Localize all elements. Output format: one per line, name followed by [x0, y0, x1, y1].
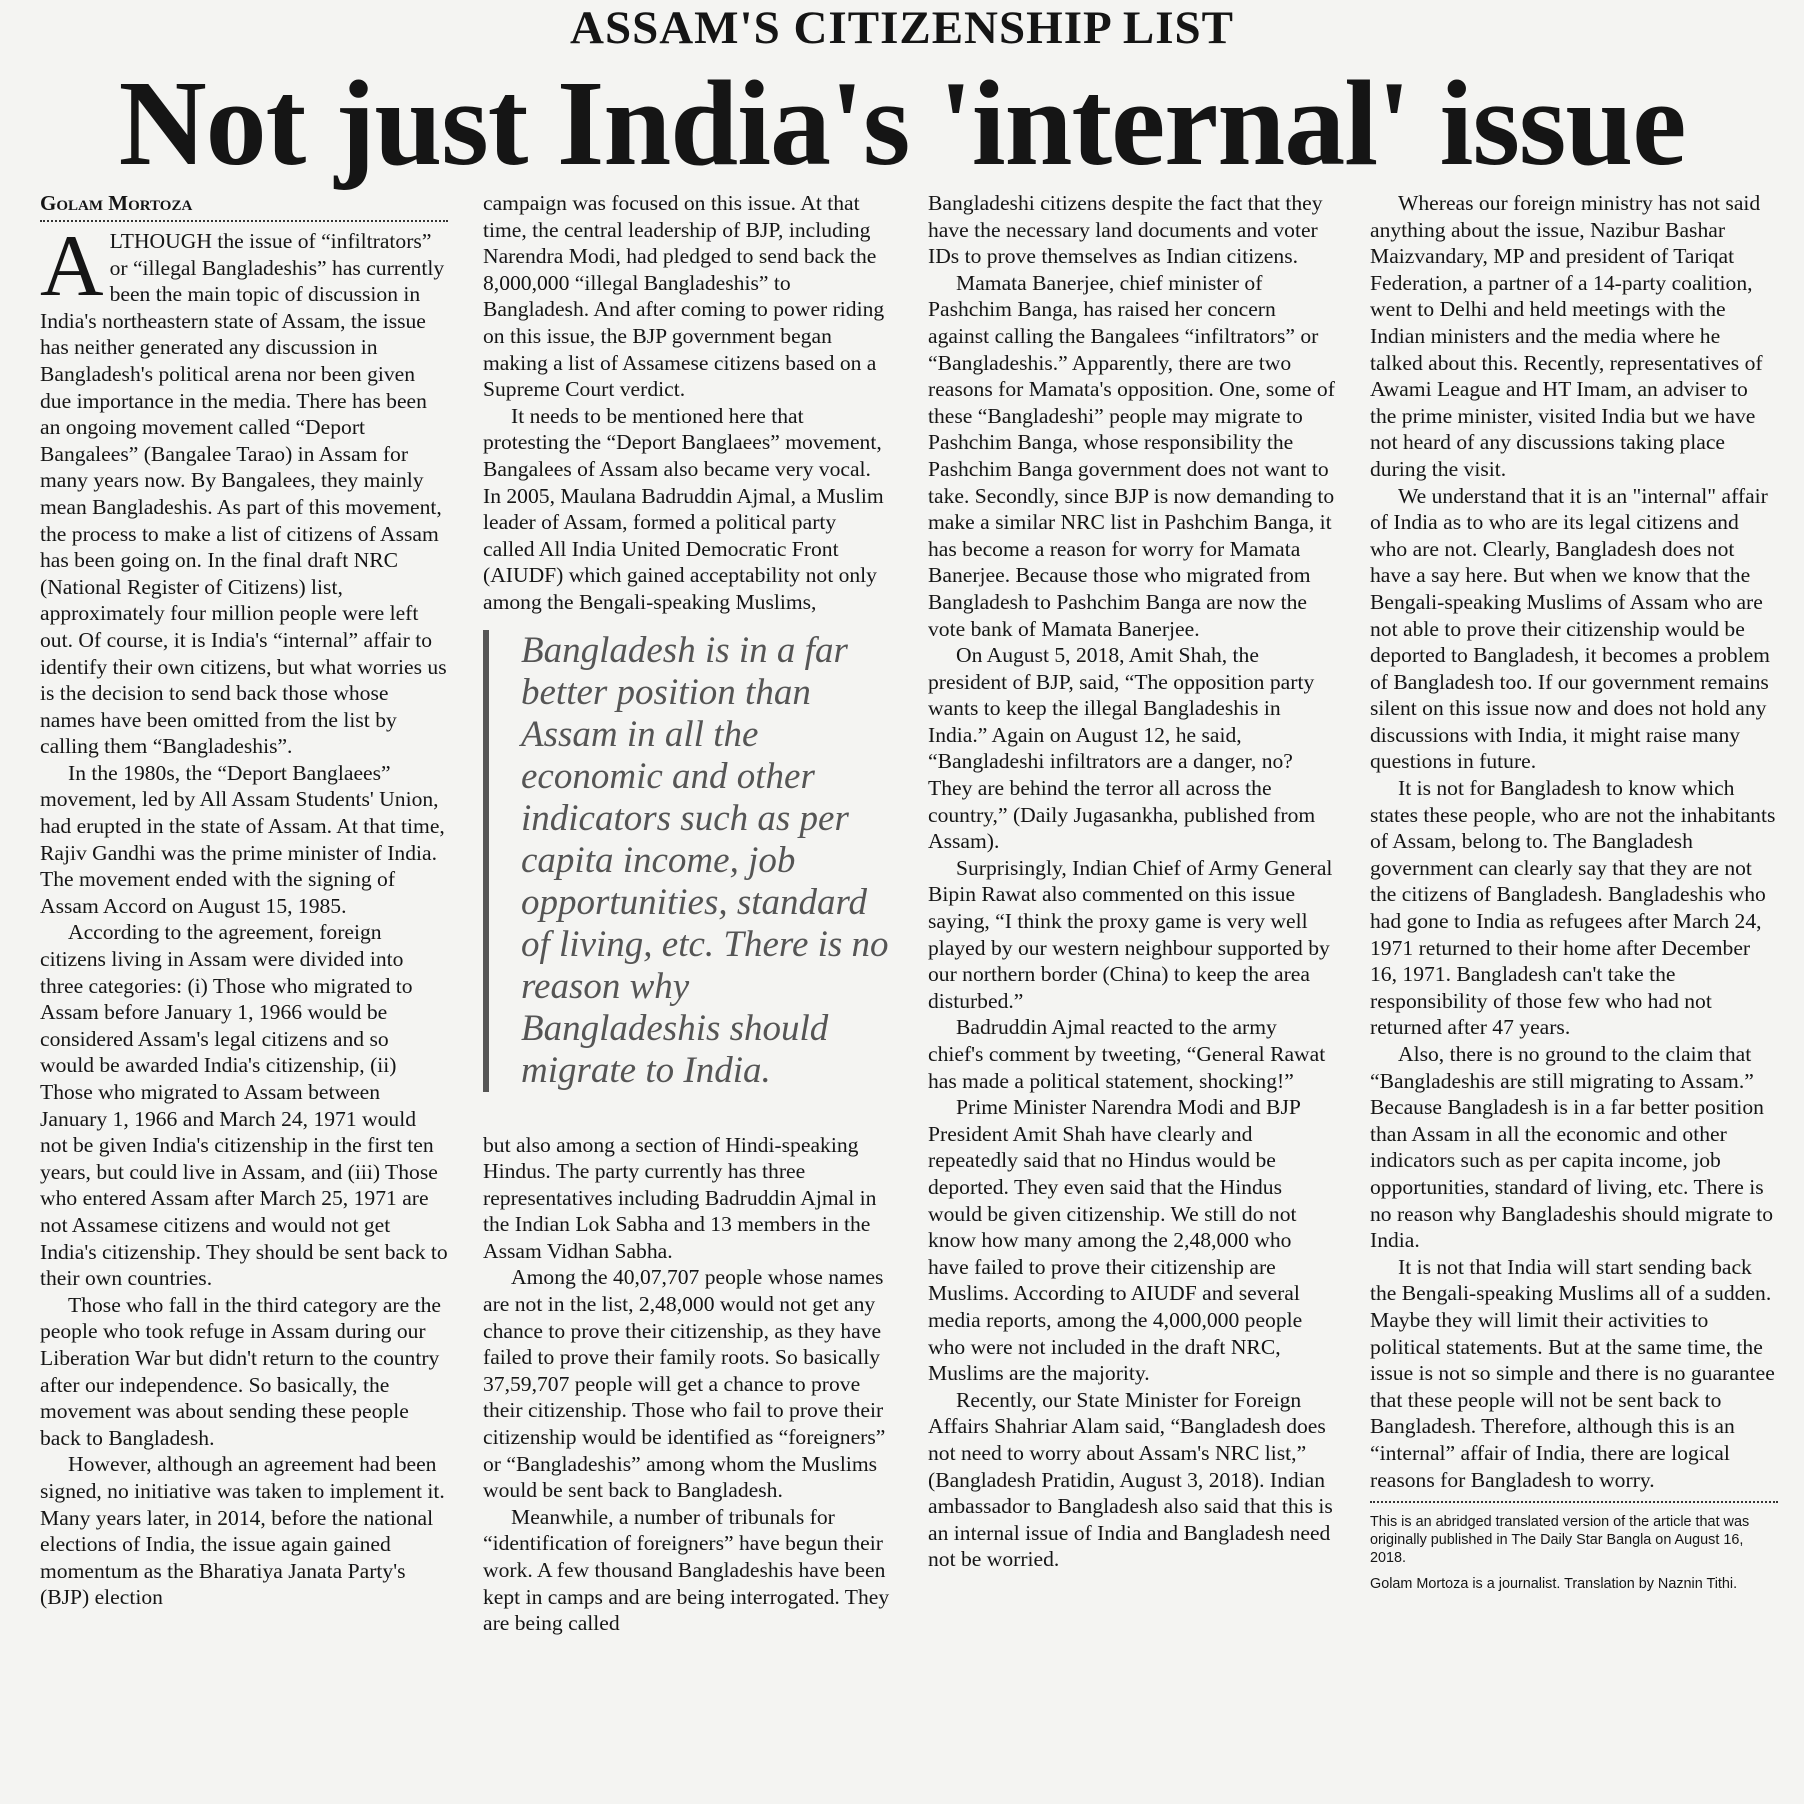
article-paragraph: On August 5, 2018, Amit Shah, the president of BJP, said, “The opposition party wants to keep the illegal Bangladeshis in India.” Again on August 12, he said, “Bangladeshi infiltrators are a danger, no? They are behind the terror all across the country,” (Daily Jugasankha, published from Assam). — [928, 643, 1316, 854]
article-paragraph: It is not for Bangladesh to know which states these people, who are not the inhabitants of Assam, belong to. The Bangladesh government can clearly say that they are not the citizens of Bangladesh. Bangladeshis who had gone to India as refugees after March 24, 1971 returned to their home after December 16, 1971. Bangladesh can't take the responsibility of those few who had not returned after 47 years. — [1370, 776, 1776, 1040]
article-paragraph: campaign was focused on this issue. At that time, the central leadership of BJP, including Narendra Modi, had pledged to send back the 8,000,000 “illegal Bangladeshis” to Bangladesh. And after coming to power riding on this issue, the BJP government began making a list of Assamese citizens based on a Supreme Court verdict. — [483, 191, 885, 402]
article-paragraph-text: LTHOUGH the issue of “infiltrators” or “illegal Bangladeshis” has currently been the main topic of discussion in India's northeastern state of Assam, the issue has neither generated any discussion in Bangladesh's political arena nor been given due importance in the media. There has been an ongoing movement called “Deport Bangalees” (Bangalee Tarao) in Assam for many years now. By Bangalees, they mainly mean Bangladeshis. As part of this movement, the process to make a list of citizens of Assam has been going on. In the final draft NRC (National Register of Citizens) list, approximately four million people were left out. Of course, it is India's “internal” affair to identify their own citizens, but what worries us is the decision to send back those whose names have been omitted from the list by calling them “Bangladeshis”. — [40, 229, 447, 759]
article-paragraph: It is not that India will start sending back the Bengali-speaking Muslims all of a sudden. Maybe they will limit their activities to political statements. But at the same time, the issue is not so simple and there is no guarantee that these people will not be sent back to Bangladesh. Therefore, although this is an “internal” affair of India, there are logical reasons for Bangladesh to worry. — [1370, 1254, 1775, 1492]
article-paragraph: Badruddin Ajmal reacted to the army chief's comment by tweeting, “General Rawat has made a political statement, shocking!” — [928, 1015, 1326, 1093]
article-paragraph: Those who fall in the third category are the people who took refuge in Assam during our Liberation War but didn't return to the country after our independence. So basically, the movement was about sending these people back to Bangladesh. — [40, 1292, 441, 1450]
section-kicker: ASSAM'S CITIZENSHIP LIST — [570, 2, 1234, 54]
article-paragraph: However, although an agreement had been signed, no initiative was taken to implement it. Many years later, in 2014, before the national elections of India, the issue again gained momentum as the Bharatiya Janata Party's (BJP) election — [40, 1452, 445, 1610]
drop-cap: A — [40, 218, 104, 315]
article-paragraph: We understand that it is an "internal" affair of India as to who are its legal citizens and who are not. Clearly, Bangladesh does not have a say here. But when we know that the Bengali-speaking Muslims of Assam who are not able to prove their citizenship would be deported to Bangladesh, it becomes a problem of Bangladesh too. If our government remains silent on this issue now and does not hold any discussions with India, it might raise many questions in future. — [1370, 483, 1770, 774]
article-paragraph: Recently, our State Minister for Foreign Affairs Shahriar Alam said, “Bangladesh does not need to worry about Assam's NRC list,” (Bangladesh Pratidin, August 3, 2018). Indian ambassador to Bangladesh also said that this is an internal issue of India and Bangladesh need not be worried. — [928, 1387, 1333, 1572]
article-paragraph: Bangladeshi citizens despite the fact that they have the necessary land documents and voter IDs to prove themselves as Indian citizens. — [928, 191, 1323, 269]
article-paragraph: It needs to be mentioned here that protesting the “Deport Banglaees” movement, Bangalees of Assam also became very vocal. In 2005, Maulana Badruddin Ajmal, a Muslim leader of Assam, formed a political party called All India United Democratic Front (AIUDF) which gained acceptability not only among the Bengali-speaking Muslims, — [483, 403, 884, 614]
article-paragraph: Mamata Banerjee, chief minister of Pashchim Banga, has raised her concern against calling the Bangalees “infiltrators” or “Bangladeshis.” Apparently, there are two reasons for Mamata's opposition. One, some of these “Bangladeshi” people may migrate to Pashchim Banga, whose responsibility the Pashchim Banga government does not want to take. Secondly, since BJP is now demanding to make a similar NRC list in Pashchim Banga, it has become a reason for worry for Mamata Banerjee. Because those who migrated from Bangladesh to Pashchim Banga are now the vote bank of Mamata Banerjee. — [928, 270, 1335, 641]
translation-note: This is an abridged translated version of the article that was originally published in The Daily Star Bangla on August 16, 2018. — [1370, 1514, 1750, 1567]
headline: Not just India's 'internal' issue — [118, 56, 1686, 191]
article-paragraph: but also among a section of Hindi-speaking Hindus. The party currently has three representatives including Badruddin Ajmal in the Indian Lok Sabha and 13 members in the Assam Vidhan Sabha. — [483, 1132, 877, 1263]
article-paragraph — [40, 218, 448, 760]
article-paragraph: In the 1980s, the “Deport Banglaees” movement, led by All Assam Students' Union, had erupted in the state of Assam. At that time, Rajiv Gandhi was the prime minister of India. The movement ended with the signing of Assam Accord on August 15, 1985. — [40, 760, 445, 918]
article-column-3 — [928, 190, 1336, 1573]
article-column-4 — [1370, 190, 1778, 1601]
article-column-1 — [40, 190, 448, 1611]
article-paragraph: Among the 40,07,707 people whose names are not in the list, 2,48,000 would not get any chance to prove their citizenship, as they have failed to prove their family roots. So basically 37,59,707 people will get a chance to prove their citizenship. Those who fail to prove their citizenship would be identified as “foreigners” or “Bangladeshis” among whom the Muslims would be sent back to Bangladesh. — [483, 1265, 886, 1503]
article-paragraph: Whereas our foreign ministry has not said anything about the issue, Nazibur Bashar Maizvandary, MP and president of Tariqat Federation, a partner of a 14-party coalition, went to Delhi and held meetings with the Indian ministers and the media where he talked about this. Recently, representatives of Awami League and HT Imam, an adviser to the prime minister, visited India but we have not heard of any discussions taking place during the visit. — [1370, 191, 1763, 481]
article-column-2 — [483, 190, 891, 1637]
byline: Golam Mortoza — [40, 190, 448, 222]
article-paragraph: Surprisingly, Indian Chief of Army General Bipin Rawat also commented on this issue saying, “I think the proxy game is very well played by our western neighbour supported by our northern border (China) to keep the area disturbed.” — [928, 855, 1333, 1013]
article-paragraph: According to the agreement, foreign citizens living in Assam were divided into three categories: (i) Those who migrated to Assam before January 1, 1966 would be considered Assam's legal citizens and so would be awarded India's citizenship, (ii) Those who migrated to Assam between January 1, 1966 and March 24, 1971 would not be given India's citizenship in the first ten years, but could live in Assam, and (iii) Those who entered Assam after March 25, 1971 are not Assamese citizens and would not get India's citizenship. They should be sent back to their own countries. — [40, 920, 448, 1291]
author-note: Golam Mortoza is a journalist. Translation by Naznin Tithi. — [1370, 1576, 1738, 1593]
editor-note — [1370, 1501, 1778, 1593]
article-paragraph: Prime Minister Narendra Modi and BJP President Amit Shah have clearly and repeatedly said that no Hindus would be deported. They even said that the Hindus would be given citizenship. We still do not know how many among the 2,48,000 who have failed to prove their citizenship are Muslims. According to AIUDF and several media reports, among the 4,000,000 people who were not included in the draft NRC, Muslims are the majority. — [928, 1095, 1303, 1386]
article-paragraph: Also, there is no ground to the claim that “Bangladeshis are still migrating to Assam.” Because Bangladesh is in a far better position than Assam in all the economic and other indicators such as per capita income, job opportunities, standard of living, etc. There is no reason why Bangladeshis should migrate to India. — [1370, 1042, 1774, 1253]
pull-quote: Bangladesh is in a far better position than Assam in all the economic and other indicators such as per capita income, job opportunities, standard of living, etc. There is no reason why Bangladeshis should migrate to India. — [483, 630, 891, 1092]
article-paragraph: Meanwhile, a number of tribunals for “identification of foreigners” have begun their work. A few thousand Bangladeshis have been kept in camps and are being interrogated. They are being called — [483, 1504, 890, 1636]
